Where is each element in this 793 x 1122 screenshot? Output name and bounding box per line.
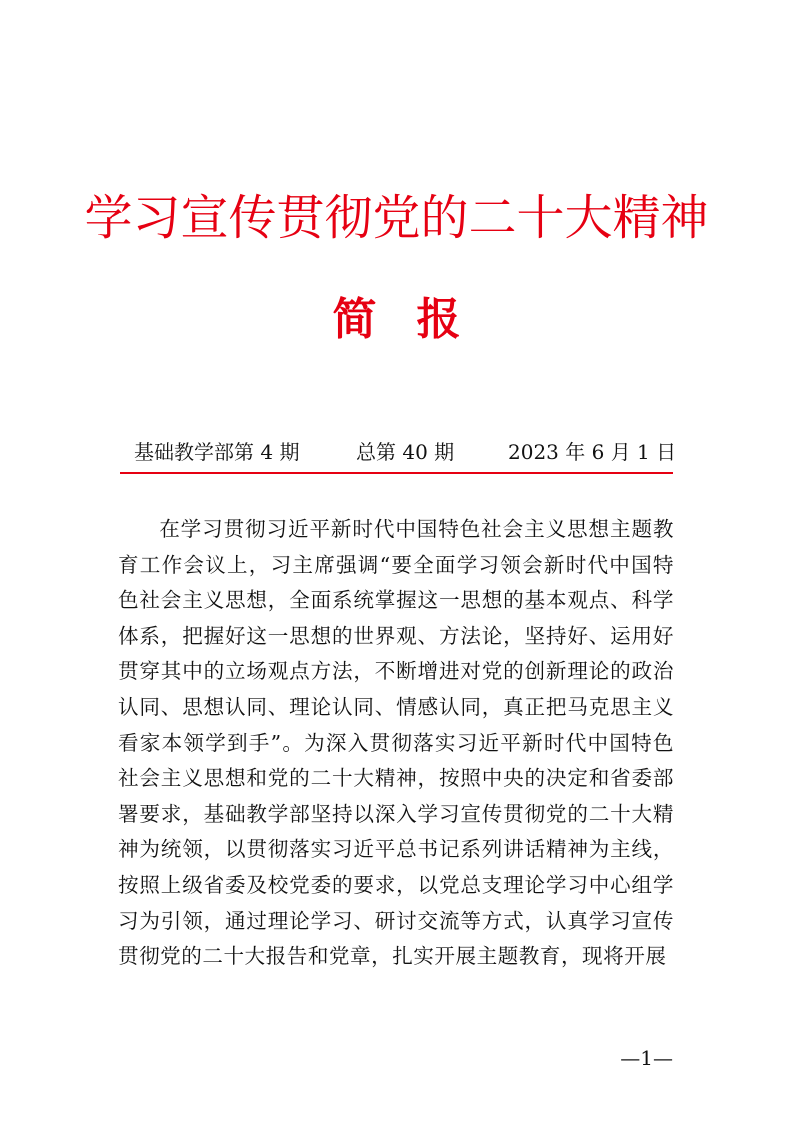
- issue-info-line: [120, 438, 677, 466]
- issue-number: 基础教学部第 4 期: [134, 440, 300, 464]
- total-issue-number: 总第 40 期: [356, 440, 455, 464]
- page-number: —1—: [620, 1046, 673, 1070]
- document-title: 学习宣传贯彻党的二十大精神: [84, 190, 709, 246]
- document-subtitle: 简报: [332, 294, 501, 345]
- issue-date: 2023 年 6 月 1 日: [508, 440, 677, 464]
- body-paragraph: 在学习贯彻习近平新时代中国特色社会主义思想主题教育工作会议上，习主席强调“要全面学习领会新时代中国特色社会主义思想，全面系统掌握这一思想的基本观点、科学体系，把握好这一思想的世界观、方法论，坚持好、运用好贯穿其中的立场观点方法，不断增进对党的创新理论的政治认同、思想认同、理论认同、情感认同，真正把马克思主义看家本领学到手”。为深入贯彻落实习近平新时代中国特色社会主义思想和党的二十大精神，按照中央的决定和省委部署要求，基础教学部坚持以深入学习宣传贯彻党的二十大精神为统领，以贯彻落实习近平总书记系列讲话精神为主线，按照上级省委及校党委的要求，以党总支理论学习中心组学习为引领，通过理论学习、研讨交流等方式，认真学习宣传贯彻党的二十大报告和党章，扎实开展主题教育，现将开展: [118, 517, 674, 969]
- header-divider: [120, 472, 673, 474]
